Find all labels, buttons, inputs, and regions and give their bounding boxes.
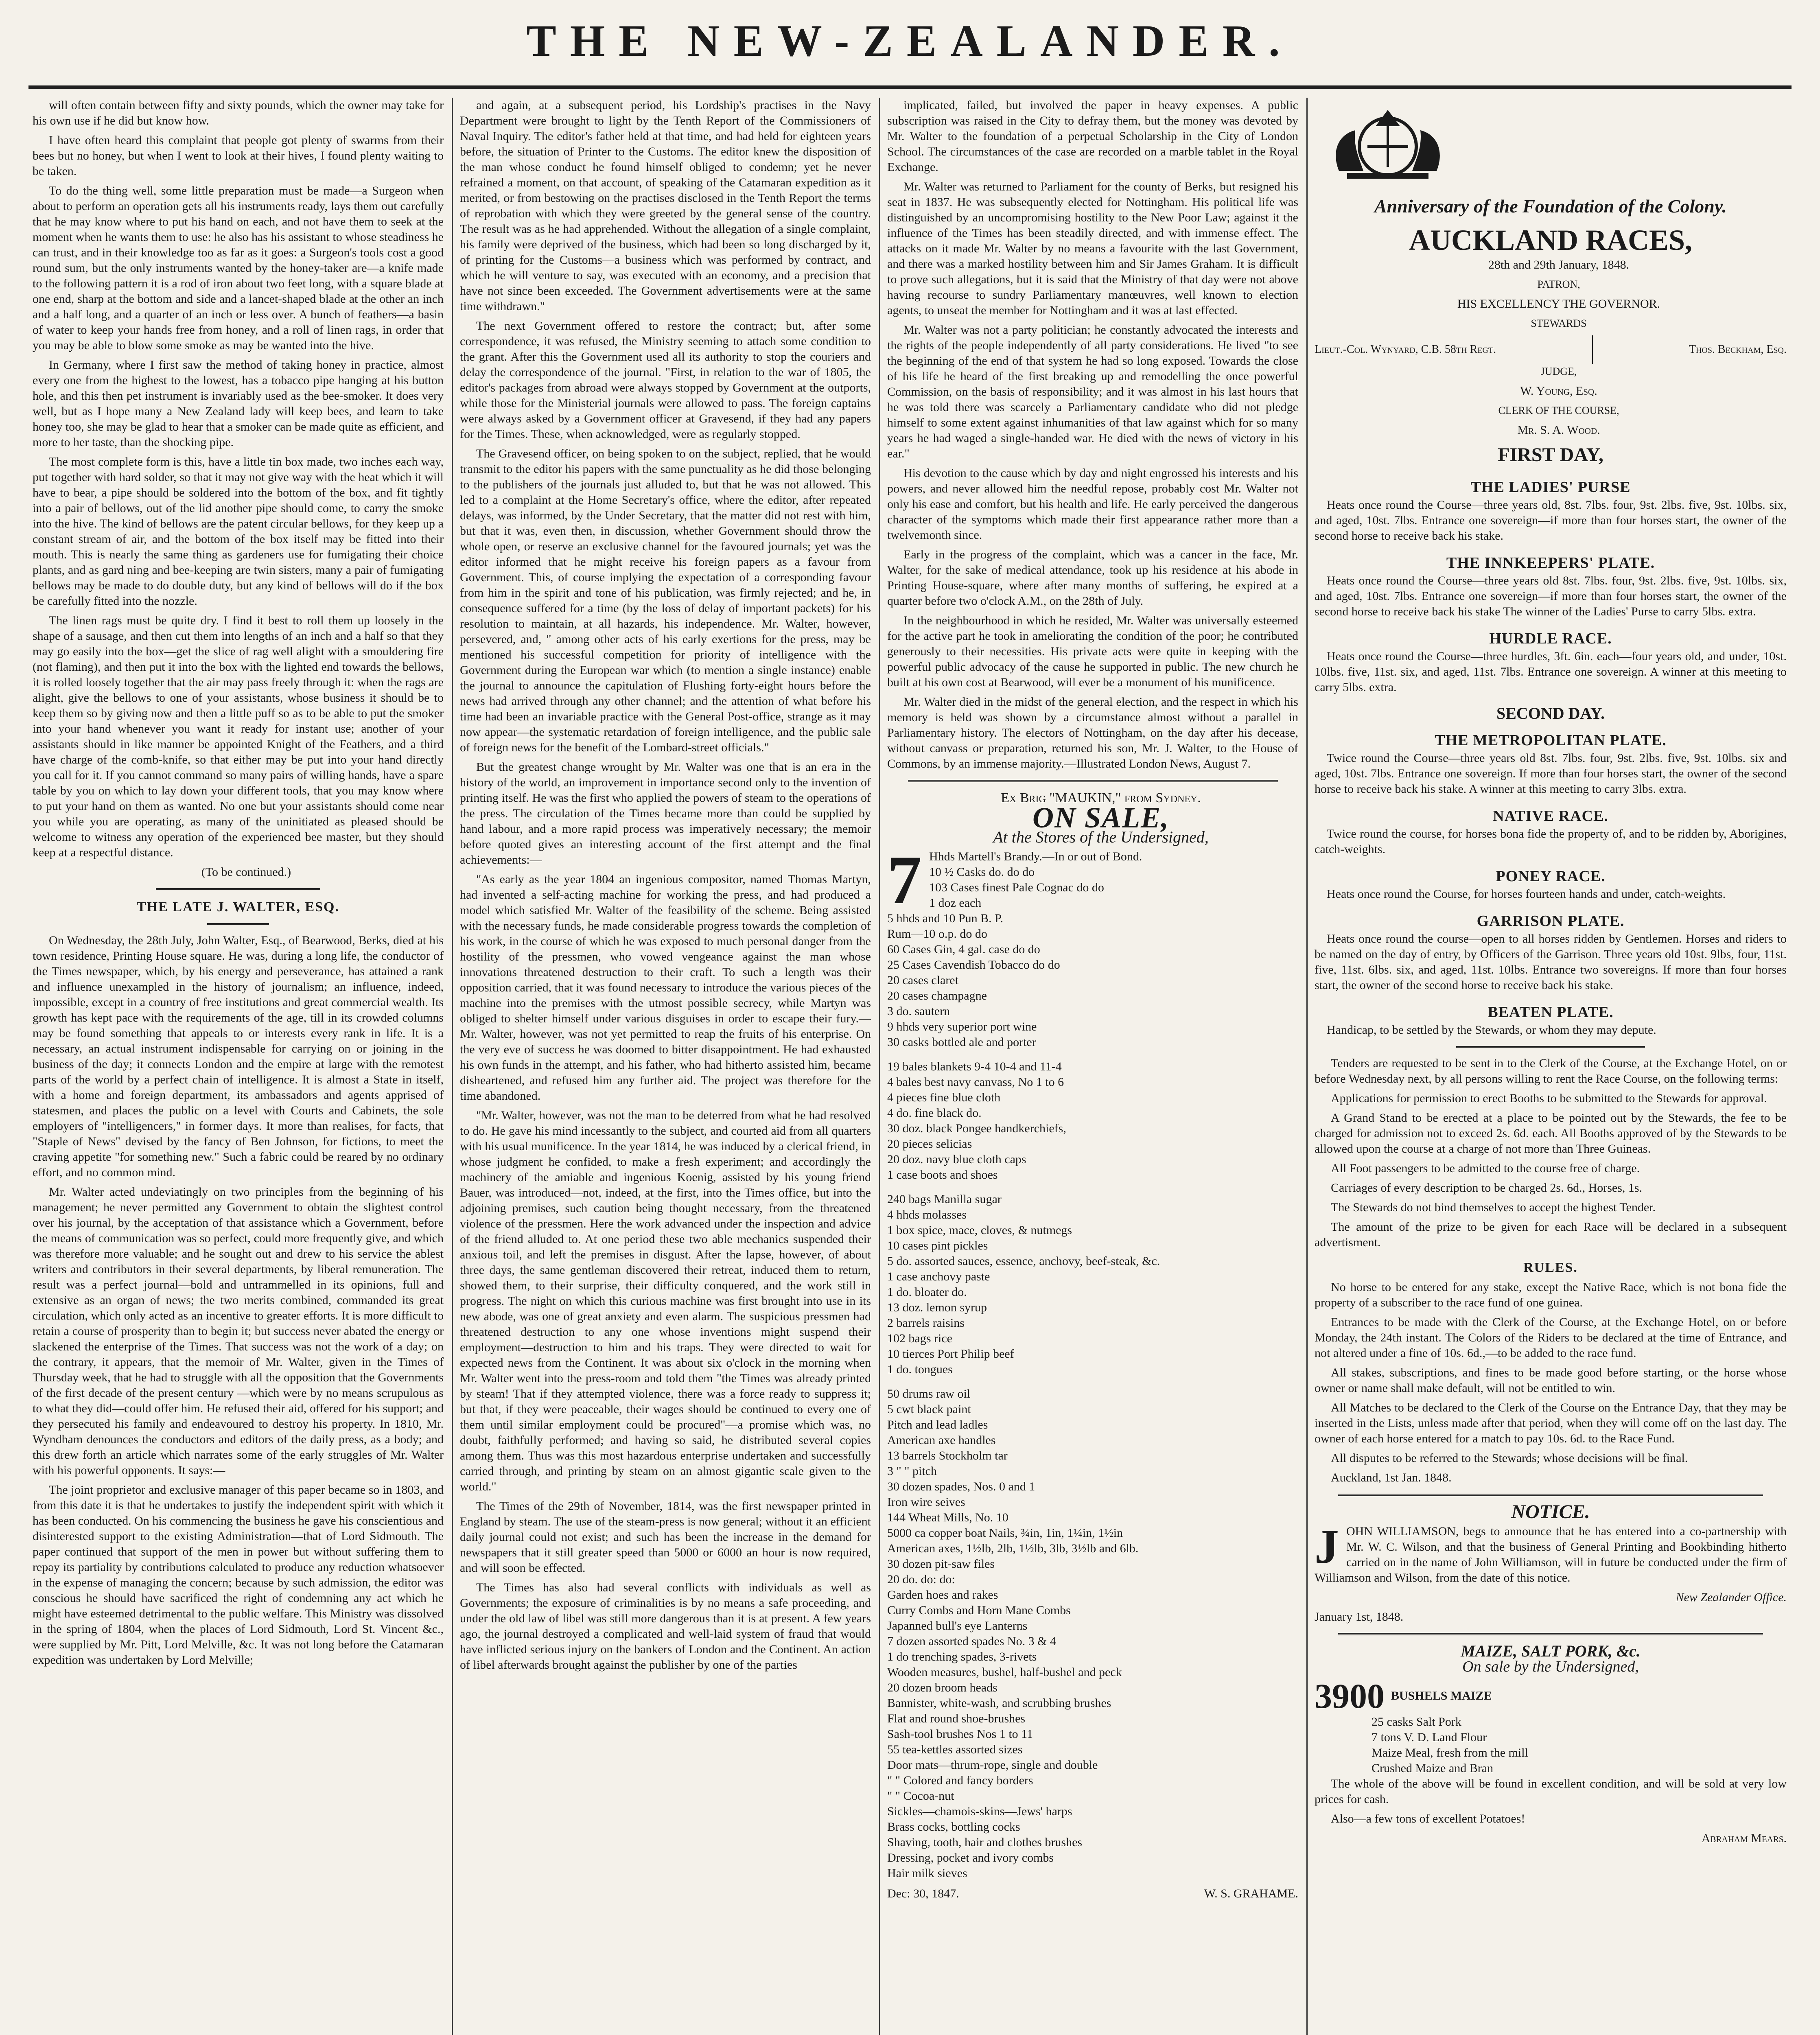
race-conditions: Handicap, to be settled by the Stewards, or whom they may depute. (1327, 1023, 1656, 1037)
first-day-heading: FIRST DAY, (1498, 444, 1603, 466)
list-item: 20 doz. navy blue cloth caps (887, 1153, 1026, 1166)
races-title: AUCKLAND RACES, (1409, 224, 1693, 256)
list-item: Bannister, white-wash, and scrubbing brushes (887, 1696, 1111, 1710)
steward-beckham: Thos. Beckham, Esq. (1689, 343, 1787, 356)
list-item: 5000 ca copper boat Nails, ¾in, 1in, 1¼in, 1½in (887, 1526, 1123, 1540)
article-paragraph: All stakes, subscriptions, and fines to be made good before starting, or the horse whose owner or name shall make default, will not be entitled to win. (1315, 1366, 1787, 1395)
article-paragraph: A Grand Stand to be erected at a place to be pointed out by the Stewards, the fee to be charged for admission not to exceed 2s. 6d. each. All Booths approved of by the Stewards to be allowed upon the course at a charge of not more than Three Guineas. (1315, 1111, 1787, 1155)
list-item: 1 do. tongues (887, 1363, 953, 1376)
section-rule (1338, 1494, 1763, 1496)
list-item: 3 " " pitch (887, 1464, 937, 1478)
article-paragraph: Tenders are requested to be sent in to the Clerk of the Course, at the Exchange Hotel, on or before Wednesday next, by all persons willing to rent the Race Course, on the following terms: (1315, 1057, 1787, 1085)
list-item: 19 bales blankets 9-4 10-4 and 11-4 (887, 1060, 1062, 1073)
maize-note: The whole of the above will be found in excellent condition, and will be sold at very low prices for cash. (1315, 1777, 1787, 1806)
judge: W. Young, Esq. (1520, 384, 1597, 398)
list-item: 102 bags rice (887, 1332, 952, 1345)
list-item: Garden hoes and rakes (887, 1588, 998, 1602)
list-item: 13 doz. lemon syrup (887, 1301, 987, 1314)
article-paragraph: To do the thing well, some little preparation must be made—a Surgeon when about to perform an operation gets all his instruments ready, lays them out carefully that he may know where to put his hand on each, and not have them to seek at the moment when he wants them to use: he also has his assistant to whose steadiness he can trust, and in their knowledge too as far as it goes: a Surgeon's tools cost a good round sum, but the only instruments wanted by the honey-taker are—a knife made to the following pattern it is a rod of iron about two feet long, with a square blade at one end, sharp at the bottom and side and a lancet-shaped blade at the other an inch and a half long, and a quarter of an inch or less over. A bunch of feathers—a basin of water to keep your hands free from honey, and a roll of linen rags, in order that you may be able to blow some smoke as may be wanted into the hive. (33, 184, 444, 352)
maize-heading: MAIZE, SALT PORK, &c. (1461, 1642, 1641, 1660)
article-paragraph: On Wednesday, the 28th July, John Walter, Esq., of Bearwood, Berks, died at his town residence, Printing House square. He was, during a long life, the conductor of the Times newspaper, which, by his energy and perseverance, has attained a rank and influence unexampled in the history of journalism; an influence, indeed, impossible, except in a country of free institutions and great commercial wealth. Its growth has kept pace with the requirements of the age, till in its crowded columns may be found something that appeals to or interests every rank in life. It is a necessary, an actual instrument indispensable for carrying on or joining in the business of the day; it connects London and the empire at large with the remotest parts of the world by a perfect chain of intelligence. It is almost a State in itself, with a home and foreign department, its ambassadors and agents apprised of statesmen, and places the public on a level with Courts and Cabinets, the sole employers of "intelligencers," in former days. It more than realises, for facts, that "Staple of News" devised by the fancy of Ben Johnson, for fictions, to meet the craving appetite "for something new." Such a fabric could be reared by no ordinary effort, and no common mind. (33, 934, 444, 1179)
article-paragraph: The next Government offered to restore the contract; but, after some correspondence, it was refused, the Ministry seeming to attach some condition to the grant. After this the Government used all its authority to stop the couriers and delay the correspondence of the journal. "First, in relation to the war of 1805, the editor's packages from abroad were always stopped by Government at the outports, while those for the Ministerial journals were allowed to pass. The foreign captains were always asked by a Government officer at Gravesend, if they had any papers for the Times. These, when acknowledged, were as regularly stopped. (460, 319, 871, 441)
race-name: THE METROPOLITAN PLATE. (1435, 732, 1667, 749)
patron-label: PATRON, (1537, 278, 1580, 290)
list-item: 1 case boots and shoes (887, 1168, 998, 1182)
list-item: 60 Cases Gin, 4 gal. case do do (887, 943, 1040, 956)
maize-also: Also—a few tons of excellent Potatoes! (1331, 1812, 1525, 1825)
list-item: 7 tons V. D. Land Flour (1372, 1731, 1487, 1744)
race-name: BEATEN PLATE. (1488, 1004, 1614, 1021)
list-item: 1 case anchovy paste (887, 1270, 990, 1283)
drop-cap-seven: 7 (887, 849, 922, 918)
list-item: 20 dozen broom heads (887, 1681, 998, 1694)
article-rule (156, 888, 320, 890)
column-4 (1315, 98, 1787, 2035)
on-sale-heading: ON SALE, (1032, 801, 1170, 834)
list-item (887, 1377, 1298, 1386)
list-item: 1 doz each (929, 896, 982, 910)
anniversary-heading: Anniversary of the Foundation of the Colony. (1374, 196, 1727, 217)
race-dates: 28th and 29th January, 1848. (1488, 258, 1630, 271)
maize-signer: Abraham Mears. (1701, 1831, 1787, 1845)
list-item: " " Cocoa-nut (887, 1789, 954, 1803)
article-paragraph: implicated, failed, but involved the paper in heavy expenses. A public subscription was raised in the City to defray them, but the money was devoted by Mr. Walter to the foundation of a perpetual Scholarship in the City of London School. The circumstances of the case are recorded on a marble tablet in the Royal Exchange. (887, 98, 1298, 174)
list-item: 103 Cases finest Pale Cognac do do (929, 881, 1104, 894)
list-item: 10 ½ Casks do. do do (929, 865, 1035, 879)
races-day-one (1315, 479, 1787, 695)
article-paragraph: In Germany, where I first saw the method of taking honey in practice, almost every one from the highest to the lowest, has a tobacco pipe hanging at his button hole, and this then pet instrument is invariably used as the bee-smoker. It does very well, but as I hope many a New Zealand lady will keep bees, and learn to take honey too, she may be glad to hear that a smoker can be made quite as efficient, and more to her taste, than the shocking pipe. (33, 358, 444, 449)
list-item (887, 1050, 1298, 1059)
maukin-item-list (887, 864, 1298, 1881)
race-notices (1315, 1056, 1787, 1250)
list-item: 7 dozen assorted spades No. 3 & 4 (887, 1635, 1056, 1648)
list-item: 30 doz. black Pongee handkerchiefs, (887, 1122, 1066, 1135)
column-3 (887, 98, 1298, 2035)
article-paragraph: Mr. Walter was returned to Parliament for the county of Berks, but resigned his seat in 1837. He was subsequently elected for Nottingham. His political life was distinguished by an uncompromising hostility to the New Poor Law; against it the influence of the Times has been steadily directed, and with immense effect. The attacks on it made Mr. Walter by no means a favourite with the last Government, and there was a marked hostility between him and Sir James Graham. It is difficult to prove such allegations, but it is said that the Ministry of that day were not above having recourse to sundry Parliamentary manœuvres, well known to election agents, to unseat the member for Nottingham and it was at last effected. (887, 180, 1298, 317)
maize-bushels: BUSHELS MAIZE (1391, 1689, 1492, 1702)
walter-heading: THE LATE J. WALTER, ESQ. (136, 899, 340, 915)
list-item: 20 do. do: do: (887, 1573, 955, 1586)
article-paragraph: "Mr. Walter, however, was not the man to be deterred from what he had resolved to do. He gave his mind incessantly to the subject, and courted aid from all quarters with his usual munificence. In the year 1814, he was induced by a clerical friend, in whose judgment he confided, to make a fresh experiment; and accordingly the machinery of the amiable and ingenious Koenig, assisted by his young friend Bauer, was introduced—not, indeed, at the first, into the Times office, but into the adjoining premises, such caution being thought necessary, from the threatened violence of the pressmen. Here the work advanced under the inspection and advice of the friend alluded to. At one period these two able mechanics suspended their anxious toil, and left the premises in disgust. After the lapse, however, of about three days, the same gentleman discovered their retreat, induced them to return, showed them, to their surprise, their difficulty conquered, and the work still in progress. The night on which this curious machine was first brought into use in its new abode, was one of great anxiety and even alarm. The suspicious pressmen had threatened destruction to any one whose inventions might suspend their employment—destruction to him and his traps. They were directed to wait for expected news from the Continent. It was about six o'clock in the morning when Mr. Walter went into the press-room and told them "the Times was already printed by steam! That if they attempted violence, there was a force ready to suppress it; but that, if they were peaceable, their wages should be continued to every one of them until similar employment could be procured"—a promise which was, no doubt, faithfully performed; and having so said, he distributed several copies among them. Thus was this most hazardous enterprise undertaken and successfully carried through, and printing by steam on an almost gigantic scale given to the world." (460, 1109, 871, 1493)
race-conditions: Heats once round the Course—three hurdles, 3ft. 6in. each—four years old, and under, 10st. 10lbs. five, 11st. six, and aged, 11st. 7lbs. Entrance one sovereign. A winner at this meeting to carry 5lbs. extra. (1315, 650, 1787, 694)
list-item: Door mats—thrum-rope, single and double (887, 1758, 1098, 1772)
race-name: THE LADIES' PURSE (1470, 479, 1631, 496)
list-item: Crushed Maize and Bran (1372, 1761, 1494, 1775)
article-paragraph: Entrances to be made with the Clerk of the Course, at the Exchange Hotel, on or before Monday, the 24th instant. The Colors of the Riders to be declared at the time of Entrance, and not altered under a fine of 10s. 6d.,—to be added to the race fund. (1315, 1315, 1787, 1360)
maize-item-list (1315, 1714, 1787, 1776)
steward-divider (1592, 335, 1593, 364)
to-be-continued: (To be continued.) (201, 865, 291, 879)
bees-article (33, 98, 444, 860)
maize-sale-line: On sale by the Undersigned, (1462, 1658, 1639, 1675)
section-rule (1338, 1633, 1763, 1635)
list-item: Wooden measures, bushel, half-bushel and peck (887, 1665, 1122, 1679)
article-paragraph: Carriages of every description to be charged 2s. 6d., Horses, 1s. (1331, 1181, 1643, 1195)
list-item: 25 casks Salt Pork (1372, 1715, 1461, 1729)
section-rule (1456, 1046, 1645, 1048)
races-dateline: Auckland, 1st Jan. 1848. (1331, 1471, 1452, 1484)
drop-cap-j: J (1315, 1524, 1339, 1573)
article-paragraph: will often contain between fifty and sixty pounds, which the owner may take for his own use if he did but know how. (33, 98, 444, 127)
maukin-first-item: Hhds Martell's Brandy.—In or out of Bond. (929, 850, 1142, 863)
article-paragraph: The Stewards do not bind themselves to accept the highest Tender. (1331, 1201, 1656, 1214)
walter-article-end (887, 98, 1298, 772)
article-paragraph: The joint proprietor and exclusive manager of this paper became so in 1803, and from this date it is that he undertakes to justify the independent spirit with which it has been conducted. On his commencing the business he gave his conscientious and disinterested support to the existing Administration—that of Lord Sidmouth. The paper continued that support of the men in power but without suffering them to repay its partiality by contributions calculated to produce any reduction whatsoever in the expense of managing the concern; because by such admission, the editor was conscious he should have sacrificed the right of condemning any act which he might have esteemed detrimental to the public welfare. This Ministry was dissolved in the spring of 1804, when the places of Lord Sidmouth, Lord St. Vincent &c., were supplied by Mr. Pitt, Lord Melville, &c. It was not long before the Catamaran expedition was undertaken by Lord Melville; (33, 1483, 444, 1667)
list-item: 1 do. bloater do. (887, 1285, 967, 1299)
article-paragraph: and again, at a subsequent period, his Lordship's practises in the Navy Department were brought to light by the Tenth Report of the Commissioners of Naval Inquiry. The editor's father held at that time, and had held for eighteen years before, the situation of Printer to the Customs. The editor knew the disposition of the man whose conduct he found himself obliged to condemn; yet he never refrained a moment, on that account, of speaking of the Catamaran expedition as it merited, or from bestowing on the practises disclosed in the Tenth Report the terms of reprobation with which they were greeted by the general sense of the country. The result was as he had apprehended. Without the allegation of a single complaint, his family were deprived of the business, which had been so long discharged by it, of printing for the Customs—a business which was performed by contract, and which he will venture to say, was executed with an economy, and a precision that have not since been exceeded. The Government advertisements were at the same time withdrawn." (460, 98, 871, 313)
maukin-date: Dec: 30, 1847. (887, 1887, 959, 1900)
article-paragraph: His devotion to the cause which by day and night engrossed his interests and his powers, and never allowed him the needful repose, probably cost Mr. Walter not only his ease and comfort, but his health and life. He early perceived the dangerous character of the symptoms which made their first appearance rather more than a twelvemonth since. (887, 466, 1298, 542)
race-conditions: Heats once round the Course—three years old, 8st. 7lbs. four, 9st. 2lbs. five, 9st. 10lbs. six, and aged, 10st. 7lbs. Entrance one sovereign—if more than four horses start, the owner of the second horse to receive back his stake. (1315, 498, 1787, 543)
rules-heading: RULES. (1523, 1260, 1578, 1275)
list-item: 2 barrels raisins (887, 1316, 965, 1330)
list-item: 55 tea-kettles assorted sizes (887, 1743, 1023, 1756)
maukin-ship-line: Ex Brig "MAUKIN," from Sydney. (1001, 790, 1201, 805)
article-paragraph: "As early as the year 1804 an ingenious compositor, named Thomas Martyn, had invented a self-acting machine for working the press, and had produced a model which satisfied Mr. Walter of the feasibility of the scheme. Being assisted with the necessary funds, he made considerable progress towards the completion of his work, in the course of which he was exposed to much personal danger from the hostility of the pressmen, who vowed vengeance against the man whose innovations threatened destruction to their craft. To such a length was their opposition carried, that it was found necessary to introduce the various pieces of the machine into the premises with the utmost possible secrecy, while Martyn was obliged to shelter himself under various disguises in order to escape their fury.—Mr. Walter, however, was not yet permitted to reap the fruits of his enterprise. On the very eve of success he was doomed to bitter disappointment. He had exhausted his own funds in the attempt, and his father, who had hitherto assisted him, became disheartened, and refused him any further aid. The project was therefore for the time abandoned. (460, 873, 871, 1103)
list-item: 10 tierces Port Philip beef (887, 1347, 1014, 1361)
list-item: 10 cases pint pickles (887, 1239, 988, 1252)
notice-body: OHN WILLIAMSON, begs to announce that he has entered into a co-partnership with Mr. W. C. Wilson, and that the business of General Printing and Bookbinding hitherto carried on in the name of John Williamson, will in future be conducted under the firm of Williamson and Wilson, from the date of this notice. (1315, 1525, 1787, 1584)
notice-office: New Zealander Office. (1676, 1591, 1787, 1604)
list-item: 30 casks bottled ale and porter (887, 1035, 1036, 1049)
list-item: American axe handles (887, 1433, 996, 1447)
list-item: American axes, 1½lb, 2lb, 1½lb, 3lb, 3½lb and 6lb. (887, 1542, 1139, 1555)
patron: HIS EXCELLENCY THE GOVERNOR. (1457, 297, 1660, 311)
list-item: 5 hhds and 10 Pun B. P. (887, 912, 1004, 925)
list-item: 144 Wheat Mills, No. 10 (887, 1511, 1008, 1524)
list-item: 9 hhds very superior port wine (887, 1020, 1037, 1033)
list-item: Rum—10 o.p. do do (887, 927, 987, 941)
list-item (887, 1183, 1298, 1192)
list-item: 30 dozen spades, Nos. 0 and 1 (887, 1480, 1035, 1493)
race-conditions: Twice round the Course—three years old 8st. 7lbs. four, 9st. 2lbs. five, 9st. 10lbs. six and aged, 10st. 7lbs. Entrance one sovereign. If more than four horses start, the owner of the second horse to receive back his stake. A winner at this meeting to carry 3lbs. extra. (1315, 751, 1787, 796)
walter-article (33, 933, 444, 1668)
article-rule (908, 780, 1278, 782)
article-paragraph: Applications for permission to erect Booths to be submitted to the Stewards for approval. (1331, 1092, 1767, 1105)
list-item: Iron wire seives (887, 1495, 965, 1509)
notice-heading: NOTICE. (1511, 1501, 1590, 1523)
heading-rule (207, 923, 269, 925)
maukin-signer: W. S. GRAHAME. (1204, 1887, 1298, 1900)
races-day-two (1315, 733, 1787, 1038)
article-paragraph: The Times has also had several conflicts with individuals as well as Governments; the exposure of criminalities is by no means a safe proceeding, and under the old law of libel was still more dangerous than it is at present. A few years ago, the journal destroyed a complicated and well-laid system of fraud that would have inflicted serious injury on the bankers of London and the Continent. An action of libel afterwards brought against the publisher by one of the parties (460, 1581, 871, 1672)
race-conditions: Heats once round the course—open to all horses ridden by Gentlemen. Horses and riders to be named on the day of entry, by Officers of the Garrison. Three years old 10st. 9lbs, four, 11st. five, 11st. 6lbs. six, and aged, 11st. 10lbs. Entrance two sovereigns. If more than four horses start, the owner of the second horse to receive back his stake. (1315, 932, 1787, 992)
list-item: 4 pieces fine blue cloth (887, 1091, 1001, 1104)
article-paragraph: Mr. Walter was not a party politician; he constantly advocated the interests and the rights of the people independently of all party considerations. He lived "to see the beginning of the end of that system he had so long exposed. Towards the close of his life he heard of the first breaking up and remodelling the once powerful Commission, on the basis of responsibility; and it was almost in his last hours that he was told there was scarcely a Parliamentary candidate who did not pledge himself to some extent against inhumanities of that law against which for so many years he had waged a single-handed war. He died with the news of victory in his ear." (887, 323, 1298, 460)
royal-crest-icon (1315, 102, 1461, 183)
list-item: Sickles—chamois-skins—Jews' harps (887, 1805, 1072, 1818)
article-paragraph: The Gravesend officer, on being spoken to on the subject, replied, that he would transmit to the editor his papers with the same punctuality as he did those belonging to the publishers of the journals just alluded to, but that he was not allowed. This led to a complaint at the Home Secretary's office, where the editor, after repeated delays, was informed, by the Under Secretary, that the matter did not rest with him, but that it was, even then, in discussion, whether Government should throw the whole open, or reserve an exclusive channel for the favoured journals; yet was the editor informed that he might receive his foreign papers as a favour from Government. This, of course implying the expectation of a corresponding favour from him in the spirit and tone of his publication, was firmly rejected; and he, in consequence suffered for a time (by the loss of delay of important packets) for his resolution to maintain, at all hazards, his independence. Mr. Walter, however, persevered, and, " among other acts of his early exertions for the press, may be mentioned his successful competition for priority of intelligence with the Government during the European war which (to mention a single instance) enable the journal to announce the capitulation of Flushing forty-eight hours before the news had arrived through any other channel; and the attention of what before his time had been an invariable practice with the General Post-office, strange as it may now appear—the systematic retardation of foreign intelligence, and the public sale of foreign news for the benefit of the Lombard-street officials." (460, 447, 871, 754)
list-item: 20 cases claret (887, 974, 958, 987)
list-item: Flat and round shoe-brushes (887, 1712, 1026, 1725)
article-paragraph: In the neighbourhood in which he resided, Mr. Walter was universally esteemed for the active part he took in ameliorating the condition of the poor; he contributed generously to their necessities. His private acts were quite in keeping with the powerful public advocacy of the cause he supported in public. The new church he built at his own cost at Bearwood, will ever be a monument of his munificence. (887, 614, 1298, 689)
article-paragraph: The amount of the prize to be given for each Race will be declared in a subsequent advertisment. (1315, 1220, 1787, 1249)
list-item: Pitch and lead ladles (887, 1418, 988, 1431)
article-paragraph: No horse to be entered for any stake, except the Native Race, which is not bona fide the property of a subscriber to the race fund of one guinea. (1315, 1280, 1787, 1309)
list-item: Hair milk sieves (887, 1867, 967, 1880)
list-item: Brass cocks, bottling cocks (887, 1820, 1020, 1834)
list-item: Japanned bull's eye Lanterns (887, 1619, 1028, 1632)
article-paragraph: All Foot passengers to be admitted to the course free of charge. (1331, 1162, 1640, 1175)
article-paragraph: The Times of the 29th of November, 1814, was the first newspaper printed in England by steam. The use of the steam-press is now general; without it an efficient daily journal could not exist; and such has been the increase in the demand for newspapers that it still greater speed than 5000 or 6000 an hour is now required, and will soon be effected. (460, 1499, 871, 1575)
column-rule (1306, 98, 1308, 2035)
list-item: 4 bales best navy canvass, No 1 to 6 (887, 1075, 1064, 1089)
article-paragraph: All Matches to be declared to the Clerk of the Course on the Entrance Day, that they may be inserted in the Lists, unless made after that period, when they will come off on the last day. The owner of each horse entered for a match to pay 10s. 6d. to the Race Fund. (1315, 1401, 1787, 1445)
list-item: 240 bags Manilla sugar (887, 1193, 1002, 1206)
maukin-advertisement (887, 790, 1298, 1902)
clerk: Mr. S. A. Wood. (1517, 423, 1600, 437)
list-item: 20 cases champagne (887, 989, 987, 1002)
race-conditions: Heats once round the Course—three years old 8st. 7lbs. four, 9st. 2lbs. five, 9st. 10lbs. six, and aged, 10st. 7lbs. Entrance one sovereign—if more than four horses start, the owner of the second horse to receive back his stake The winner of the Ladies' Purse to carry 5lbs. extra. (1315, 574, 1787, 618)
race-name: HURDLE RACE. (1489, 630, 1612, 647)
stewards-label: STEWARDS (1531, 317, 1587, 329)
article-paragraph: I have often heard this complaint that people got plenty of swarms from their bees but no honey, but when I went to look at their hives, I found plenty waiting to be taken. (33, 133, 444, 178)
masthead-title: THE NEW-ZEALANDER. (526, 16, 1294, 66)
second-day-heading: SECOND DAY. (1496, 704, 1605, 722)
list-item: 5 cwt black paint (887, 1403, 971, 1416)
stores-line: At the Stores of the Undersigned, (993, 828, 1209, 846)
race-name: NATIVE RACE. (1493, 807, 1608, 825)
list-item: 1 do trenching spades, 3-rivets (887, 1650, 1037, 1663)
list-item: 1 box spice, mace, cloves, & nutmegs (887, 1223, 1072, 1237)
race-rules (1315, 1280, 1787, 1466)
article-paragraph: All disputes to be referred to the Stewards; whose decisions will be final. (1331, 1451, 1688, 1465)
masthead (0, 0, 1820, 81)
article-paragraph: The most complete form is this, have a little tin box made, two inches each way, put together with hard solder, so that it may not give way with the heat which it will have to bear, a pipe should be soldered into the bottom of the box, and fit tightly into a pair of bellows, out of the lid another pipe should come, to carry the smoke into the hive. The kind of bellows are the patent circular bellows, for they keep up a constant stream of air, and the bottom of the box itself may be fitted into their mouth. This is nearly the same thing as gardeners use for fumigating their choice plants, and as gard ning and bee-keeping are twin sisters, many a pair of fumigating bellows may be made to do double duty, but any kind of bellows will do if the box be carefully fitted into the nozzle. (33, 455, 444, 608)
article-paragraph: Mr. Walter acted undeviatingly on two principles from the beginning of his management; he never permitted any Government to obtain the slightest control over his journal, by the acceptation of that assistance which a Government, before the means of communication was so perfect, could more frequently give, and which was therefore more valuable; and he sought out and drew to his service the ablest writers and contributors in their several departments, by liberal remuneration. The result was a perfect journal—bold and untrammelled in its opinions, full and extensive as an organ of news; the two merits combined, commanded its great circulation, which only acted as an incentive to greater efforts. It is more difficult to retain a course of prosperity than to begin it; but success never abated the energy or slackened the enterprise of the Times. That success was not the work of a day; on the contrary, it appears, that the memoir of Mr. Walter, given in the Times of Thursday week, that he had to struggle with all the opposition that the Governments of the first decade of the present century —which were by no means scrupulous as to what they did—could offer him. He refused their aid, offered for his support; and they persecuted his family and endeavoured to destroy his property. In 1810, Mr. Wyndham denounces the conductors and editors of the daily press, as a body; and this drew forth an article which narrates some of the early struggles of Mr. Walter with his powerful opponents. It says:— (33, 1185, 444, 1477)
walter-article-continued (460, 98, 871, 1673)
clerk-label: CLERK OF THE COURSE, (1498, 405, 1619, 416)
race-conditions: Heats once round the Course, for horses fourteen hands and under, catch-weights. (1327, 887, 1726, 901)
masthead-rule (28, 85, 1792, 89)
list-item: Maize Meal, fresh from the mill (1372, 1746, 1528, 1759)
list-item: 50 drums raw oil (887, 1387, 971, 1400)
list-item: 20 pieces selicias (887, 1137, 972, 1151)
judge-label: JUDGE, (1540, 365, 1577, 377)
race-name: GARRISON PLATE. (1477, 912, 1625, 930)
list-item: 4 do. fine black do. (887, 1106, 982, 1120)
list-item: 13 barrels Stockholm tar (887, 1449, 1008, 1462)
article-paragraph: Mr. Walter died in the midst of the general election, and the respect in which his memory is held was shown by a circumstance almost without a parallel in Parliamentary history. The electors of Nottingham, on the day after his decease, without canvass or preparation, returned his son, Mr. J. Walter, to the House of Commons, by an immense majority.—Illustrated London News, August 7. (887, 695, 1298, 770)
list-item: " " Colored and fancy borders (887, 1774, 1033, 1787)
list-item: 25 Cases Cavendish Tobacco do do (887, 958, 1060, 972)
notice-date: January 1st, 1848. (1315, 1610, 1404, 1624)
list-item: 5 do. assorted sauces, essence, anchovy, beef-steak, &c. (887, 1254, 1160, 1268)
list-item: Dressing, pocket and ivory combs (887, 1851, 1054, 1864)
column-1 (33, 98, 444, 2035)
column-rule (452, 98, 453, 2035)
list-item: Curry Combs and Horn Mane Combs (887, 1604, 1071, 1617)
column-2 (460, 98, 871, 2035)
article-paragraph: But the greatest change wrought by Mr. Walter was one that is an era in the history of the world, an improvement in importance second only to the invention of printing itself. He was the first who applied the powers of steam to the operations of the press. The circulation of the Times became more than could be supplied by hand labour, and a more rapid process was imperatively necessary; the memoir before quoted gives an interesting account of the first attempt and the final achievements:— (460, 760, 871, 867)
list-item: Shaving, tooth, hair and clothes brushes (887, 1836, 1083, 1849)
maize-quantity: 3900 (1315, 1676, 1385, 1716)
race-conditions: Twice round the course, for horses bona fide the property of, and to be ridden by, Aborigines, catch-weights. (1315, 827, 1787, 856)
list-item: 4 hhds molasses (887, 1208, 967, 1221)
list-item: 30 dozen pit-saw files (887, 1557, 995, 1571)
article-paragraph: The linen rags must be quite dry. I find it best to roll them up loosely in the shape of a sausage, and then cut them into lengths of an inch and a half so that they may go easily into the box—get the slice of rag well alight with a smouldering fire (not flaming), and then put it into the box with the lighted end towards the bellows, it is rolled loosely together that the air may pass freely through it: when the rags are alight, give the bellows to one of your assistants, whose business it should be to keep them so by giving now and then a little puff so as to be able to put the smoker into your hand whenever you want it ready for instant use; another of your assistants should in like manner be appointed Knight of the Feathers, and a third have charge of the comb-knife, so that either may be put into your hand directly you call for it. If you cannot command so many pairs of willing hands, have a spare table by you on which to lay down your different tools, that you may know where to put your hand on them as wanted. No one but your assistants should come near you while you are operating, as many of the uninitiated as pleased should be welcome to witness any operation of the experienced bee master, but they should keep at a respectful distance. (33, 614, 444, 859)
article-paragraph: Early in the progress of the complaint, which was a cancer in the face, Mr. Walter, for the sake of medical attendance, took up his residence at his abode in Printing House-square, where after many months of suffering, he expired at a quarter before two o'clock A.M., on the 28th of July. (887, 548, 1298, 608)
race-name: THE INNKEEPERS' PLATE. (1446, 554, 1655, 571)
column-rule (879, 98, 880, 2035)
list-item: 3 do. sautern (887, 1004, 950, 1018)
stewards (1315, 335, 1787, 364)
steward-wynyard: Lieut.-Col. Wynyard, C.B. 58th Regt. (1315, 343, 1496, 356)
race-name: PONEY RACE. (1496, 868, 1606, 885)
list-item: Sash-tool brushes Nos 1 to 11 (887, 1727, 1033, 1741)
